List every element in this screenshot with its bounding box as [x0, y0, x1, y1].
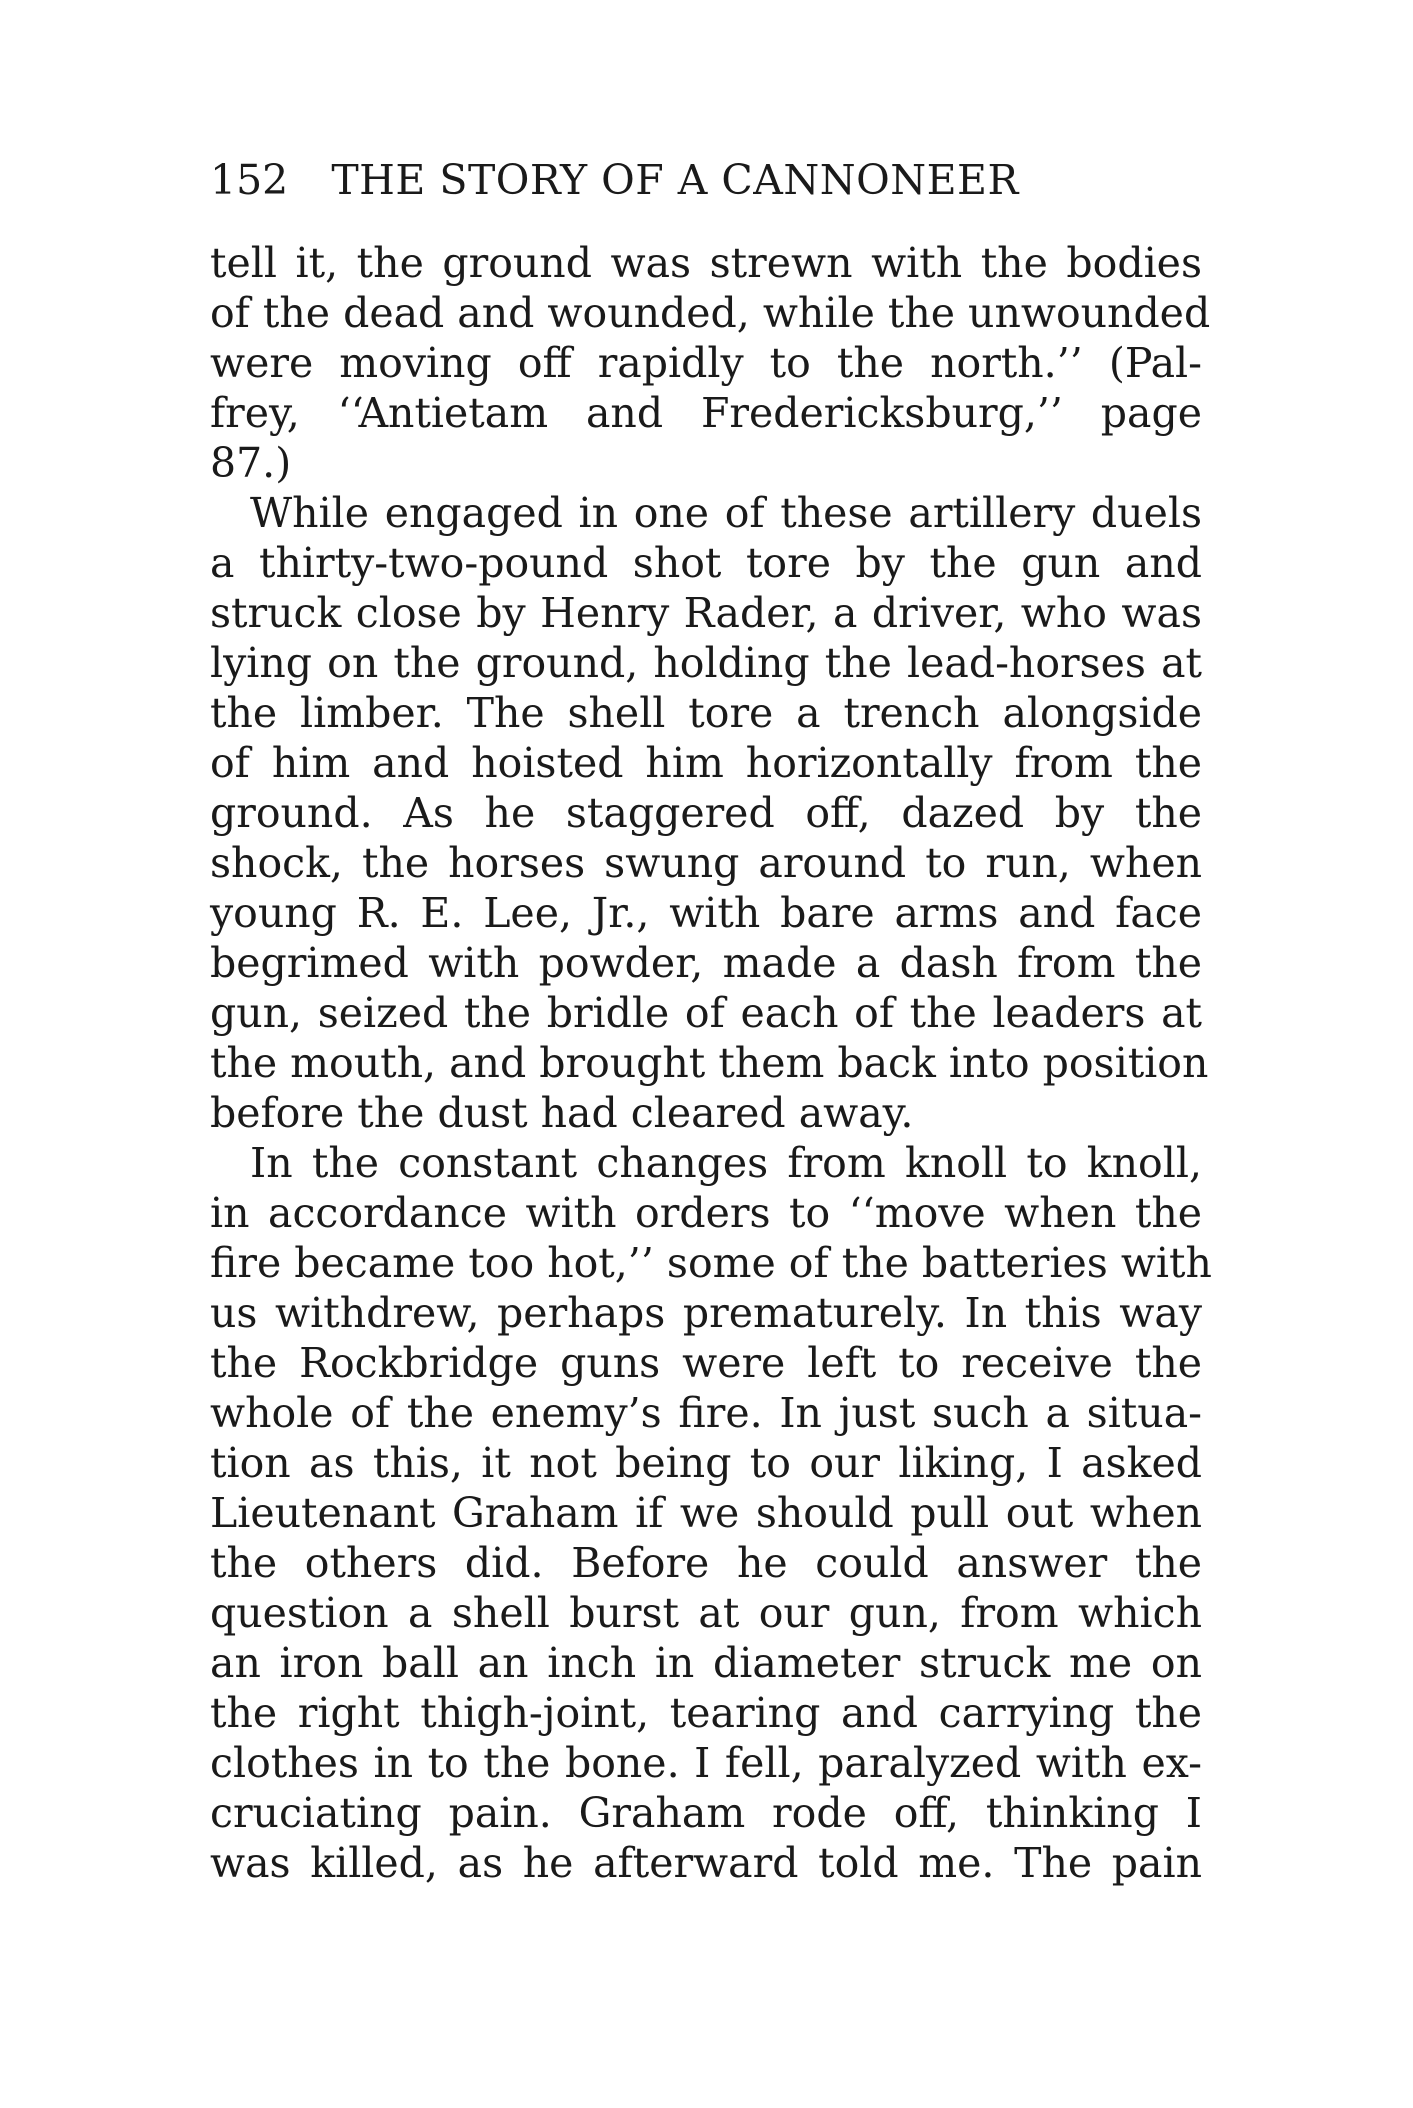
- text-line: of the dead and wounded, while the unwounded: [210, 289, 1211, 337]
- page-number: 152: [210, 156, 289, 204]
- text-line: young R. E. Lee, Jr., with bare arms and face: [210, 889, 1202, 937]
- paragraph-1: [210, 238, 1211, 488]
- paragraph-2: [210, 488, 1209, 1138]
- text-line: a thirty-two-pound shot tore by the gun and: [210, 539, 1202, 587]
- text-line: the right thigh-joint, tearing and carrying the: [210, 1689, 1202, 1737]
- text-line: of him and hoisted him horizontally from the: [210, 739, 1202, 787]
- text-line: tell it, the ground was strewn with the bodies: [210, 239, 1202, 287]
- running-title: THE STORY OF A CANNONEER: [331, 156, 1019, 204]
- text-line: frey, ‘‘Antietam and Fredericksburg,’’ page: [210, 389, 1202, 437]
- text-line: question a shell burst at our gun, from which: [210, 1589, 1202, 1637]
- text-line: the Rockbridge guns were left to receive the: [210, 1339, 1202, 1387]
- text-line: begrimed with powder, made a dash from the: [210, 939, 1202, 987]
- text-line: gun, seized the bridle of each of the leaders at: [210, 989, 1202, 1037]
- text-line: struck close by Henry Rader, a driver, who was: [210, 589, 1202, 637]
- text-line: ground. As he staggered off, dazed by the: [210, 789, 1202, 837]
- text-line: In the constant changes from knoll to knoll,: [250, 1139, 1202, 1187]
- text-line: whole of the enemy’s fire. In just such a situa-: [210, 1389, 1202, 1437]
- text-line: an iron ball an inch in diameter struck me on: [210, 1639, 1202, 1687]
- page-header: [210, 150, 1210, 210]
- text-line: lying on the ground, holding the lead-horses at: [210, 639, 1202, 687]
- text-line: Lieutenant Graham if we should pull out when: [210, 1489, 1202, 1537]
- text-line: was killed, as he afterward told me. The pain: [210, 1839, 1202, 1887]
- text-line: were moving off rapidly to the north.’’ (Pal-: [210, 339, 1202, 387]
- text-line: before the dust had cleared away.: [210, 1089, 914, 1137]
- text-line: in accordance with orders to ‘‘move when the: [210, 1189, 1202, 1237]
- text-line: the limber. The shell tore a trench alongside: [210, 689, 1202, 737]
- paragraph-3: [210, 1138, 1212, 1888]
- text-line: fire became too hot,’’ some of the batteries with: [210, 1239, 1212, 1287]
- body-text: [210, 238, 1212, 1888]
- text-line: 87.): [210, 439, 292, 487]
- text-line: cruciating pain. Graham rode off, thinking I: [210, 1789, 1202, 1837]
- text-line: us withdrew, perhaps prematurely. In this way: [210, 1289, 1202, 1337]
- text-line: clothes in to the bone. I fell, paralyzed with ex-: [210, 1739, 1202, 1787]
- text-line: tion as this, it not being to our liking, I asked: [210, 1439, 1202, 1487]
- text-line: the others did. Before he could answer the: [210, 1539, 1202, 1587]
- text-line: the mouth, and brought them back into position: [210, 1039, 1209, 1087]
- text-line: While engaged in one of these artillery duels: [250, 489, 1202, 537]
- text-line: shock, the horses swung around to run, when: [210, 839, 1202, 887]
